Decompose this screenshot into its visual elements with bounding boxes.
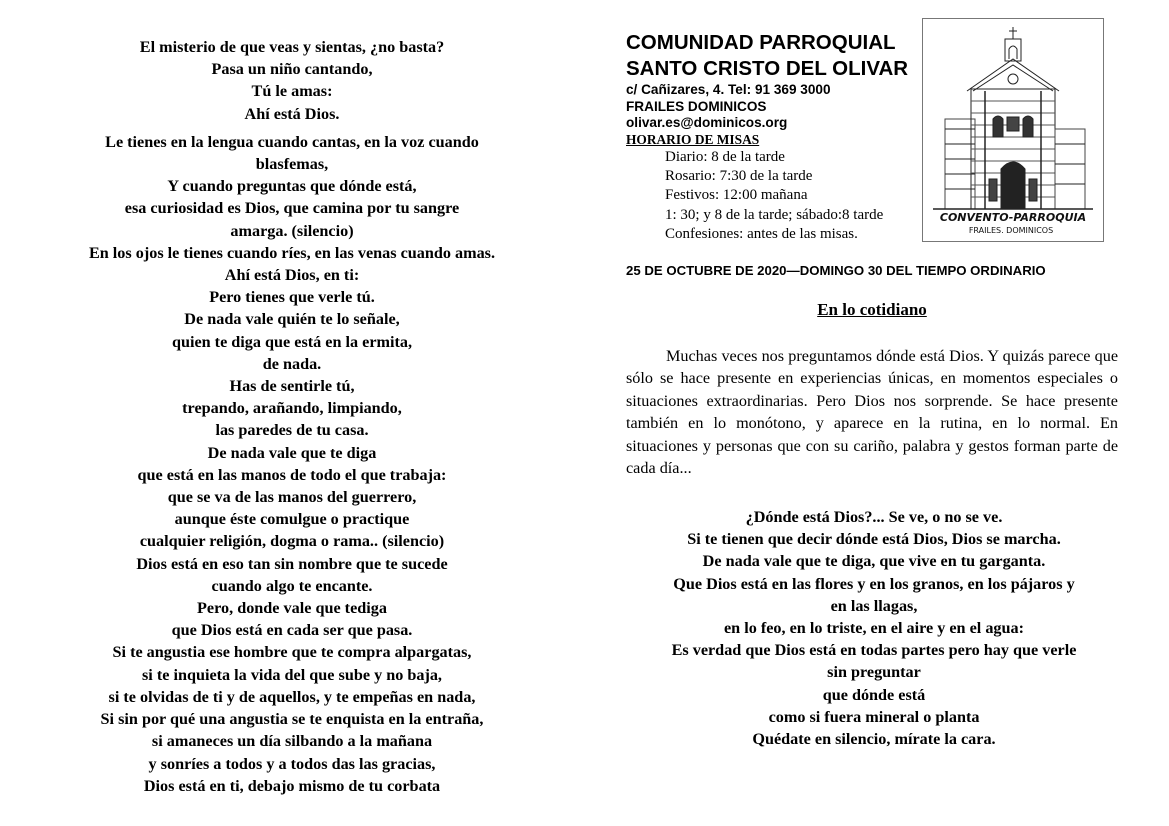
poem-line: ¿Dónde está Dios?... Se ve, o no se ve.: [745, 508, 1003, 526]
schedule-item: Festivos: 12:00 mañana: [665, 187, 808, 204]
poem-line: De nada vale que te diga, que vive en tu garganta.: [702, 552, 1046, 571]
schedule-item: Diario: 8 de la tarde: [665, 148, 785, 165]
logo-caption-line1: CONVENTO-PARROQUIA: [939, 211, 1087, 224]
poem-line: Ahí está Dios.: [244, 104, 340, 123]
poem-line: que dónde está: [822, 685, 926, 704]
poem-line: esa curiosidad es Dios, que camina por tu sangre: [124, 199, 460, 218]
date-line: 25 DE OCTUBRE DE 2020—DOMINGO 30 DEL TIEMPO ORDINARIO: [626, 263, 1046, 278]
poem-line: trepando, arañando, limpiando,: [182, 399, 402, 418]
poem-line: Tú le amas:: [251, 82, 333, 101]
poem-line: Si sin por qué una angustia se te enquista en la entraña,: [100, 710, 484, 729]
poem-line: Es verdad que Dios está en todas partes pero hay que verle: [671, 641, 1077, 660]
email: olivar.es@dominicos.org: [626, 115, 788, 130]
poem-line: blasfemas,: [255, 155, 329, 174]
poem-line: Y cuando preguntas que dónde está,: [167, 177, 417, 196]
poem-line: aunque éste comulgue o practique: [174, 510, 410, 529]
poem-line: Pero tienes que verle tú.: [209, 288, 375, 307]
poem-line: en las llagas,: [830, 596, 918, 615]
poem-line: cuando algo te encante.: [211, 576, 373, 595]
closing-poem: [620, 506, 1128, 750]
poem-line: amarga. (silencio): [230, 221, 354, 240]
poem-line: De nada vale quién te lo señale,: [184, 310, 400, 329]
left-page: [0, 0, 584, 826]
poem-line: que Dios está en cada ser que pasa.: [171, 621, 413, 640]
address: c/ Cañizares, 4. Tel: 91 369 3000: [626, 82, 831, 97]
org-name-line1: COMUNIDAD PARROQUIAL: [626, 31, 896, 54]
poem-line: Si te angustia ese hombre que te compra alpargatas,: [112, 643, 472, 662]
logo-caption-line2: FRAILES. DOMINICOS: [968, 226, 1054, 235]
poem-line: de nada.: [262, 354, 322, 373]
poem-line: Has de sentirle tú,: [229, 377, 355, 396]
poem-line: Si te tienen que decir dónde está Dios, Dios se marcha.: [687, 530, 1061, 549]
poem-line: que se va de las manos del guerrero,: [167, 488, 417, 507]
poem-line: como si fuera mineral o planta: [768, 707, 980, 726]
poem-line: Quédate en silencio, mírate la cara.: [752, 730, 996, 749]
schedule-item: Confesiones: antes de las misas.: [665, 226, 858, 243]
schedule-title: HORARIO DE MISAS: [626, 131, 760, 147]
parish-header: [626, 30, 926, 245]
poem-line: si amaneces un día silbando a la mañana: [151, 732, 433, 751]
poem-line: sin preguntar: [827, 663, 921, 682]
poem-line: En los ojos le tienes cuando ríes, en las venas cuando amas.: [88, 243, 496, 262]
right-page: [584, 0, 1169, 826]
poem-line: Dios está en eso tan sin nombre que te sucede: [136, 554, 448, 573]
left-poem: [30, 36, 554, 797]
poem-line: El misterio de que veas y sientas, ¿no basta?: [139, 38, 445, 56]
poem-line: Dios está en ti, debajo mismo de tu corbata: [143, 776, 441, 795]
poem-line: que está en las manos de todo el que trabaja:: [137, 465, 447, 484]
poem-line: las paredes de tu casa.: [215, 421, 369, 440]
poem-line: en lo feo, en lo triste, en el aire y en el agua:: [723, 619, 1024, 638]
poem-line: Pero, donde vale que tediga: [197, 599, 387, 618]
reflection-paragraph: Muchas veces nos preguntamos dónde está Dios. Y quizás parece que sólo se hace presente en experiencias únicas, en momentos especiales o situaciones extraordinarias. Pero Dios nos sorprende. Se hace presente también en lo monótono, y aparece en la rutina, en lo normal. En situaciones y personas que con su cariño, palabra y gestos forman parte de cada día...: [626, 347, 1118, 478]
schedule-item: Rosario: 7:30 de la tarde: [665, 167, 813, 184]
poem-line: Que Dios está en las flores y en los granos, en los pájaros y: [673, 574, 1075, 593]
poem-line: Ahí está Dios, en ti:: [224, 266, 360, 285]
poem-line: Le tienes en la lengua cuando cantas, en la voz cuando: [105, 132, 479, 151]
poem-line: De nada vale que te diga: [207, 443, 377, 462]
poem-line: quien te diga que está en la ermita,: [171, 332, 413, 351]
schedule-item: 1: 30; y 8 de la tarde; sábado:8 tarde: [665, 206, 884, 223]
poem-line: si te olvidas de ti y de aquellos, y te empeñas en nada,: [108, 687, 476, 706]
poem-line: si te inquieta la vida del que sube y no baja,: [142, 665, 442, 684]
order-name: FRAILES DOMINICOS: [626, 98, 767, 114]
section-title: En lo cotidiano: [817, 300, 927, 319]
church-sketch-icon: [923, 19, 1103, 241]
org-name-line2: SANTO CRISTO DEL OLIVAR: [626, 57, 909, 80]
poem-line: y sonríes a todos y a todos das las gracias,: [148, 754, 436, 773]
poem-line: cualquier religión, dogma o rama.. (silencio): [139, 532, 445, 551]
poem-line: Pasa un niño cantando,: [211, 60, 373, 79]
church-sketch-logo: [922, 18, 1104, 242]
